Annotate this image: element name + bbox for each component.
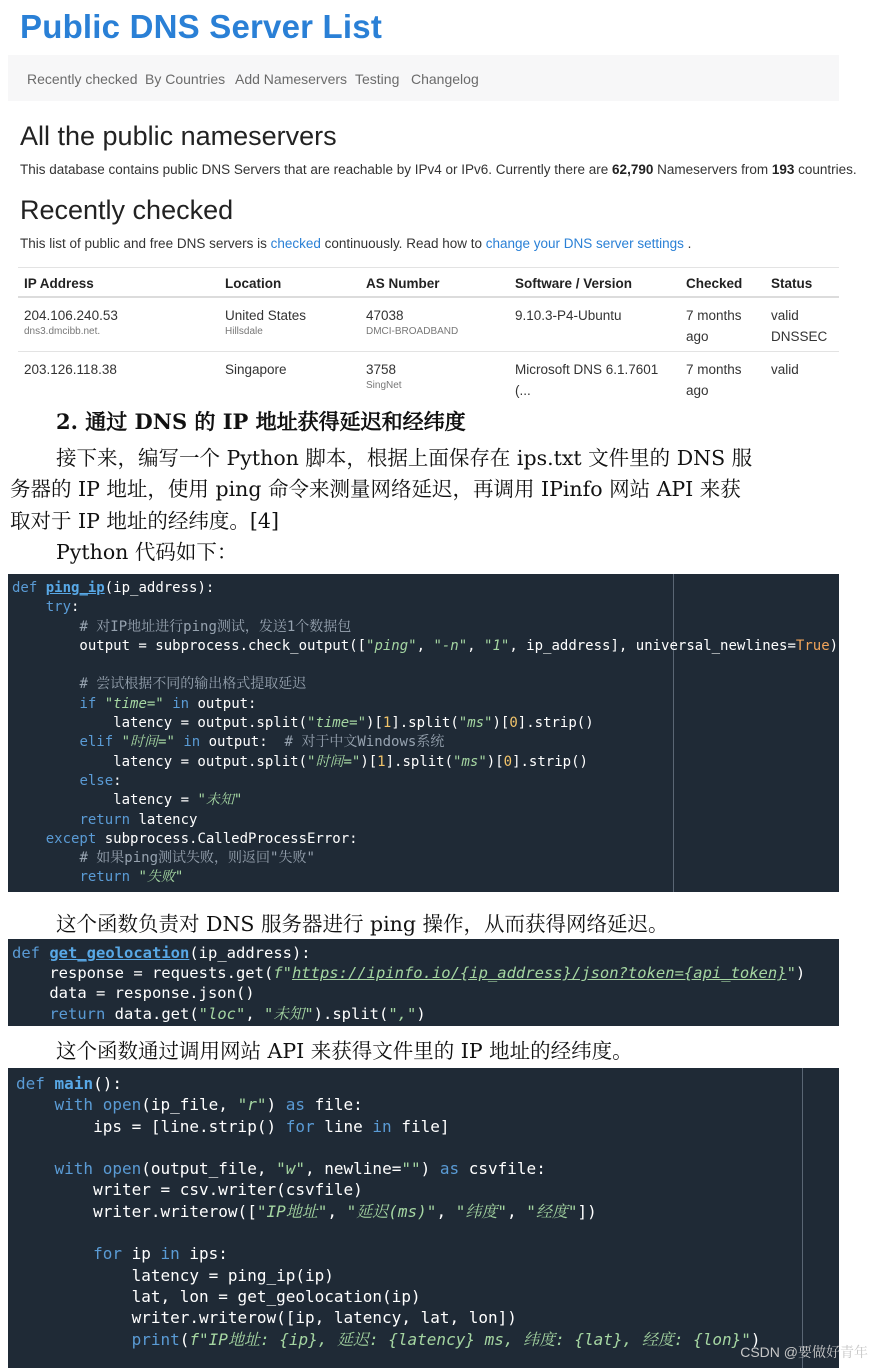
table-header-row (18, 268, 839, 298)
nav-recently-checked[interactable]: Recently checked (27, 71, 138, 87)
watermark: CSDN @要做好青年 (740, 1344, 868, 1360)
country[interactable]: Singapore (225, 362, 287, 377)
cell-as (360, 352, 509, 406)
code-block-main (8, 1068, 839, 1368)
heading-all-nameservers: All the public nameservers (20, 121, 337, 151)
nav-add-nameservers[interactable]: Add Nameservers (235, 71, 348, 87)
country[interactable]: United States (225, 308, 307, 323)
nameserver-count: 62,790 (612, 162, 654, 177)
cell-status: valid DNSSEC (765, 297, 839, 352)
ip-address[interactable]: 204.106.240.53 (24, 308, 118, 323)
nav-by-countries[interactable]: By Countries (145, 71, 226, 87)
column-header-ip: IP Address (18, 268, 219, 298)
code-text: def main(): with open(ip_file, "r") as file: ips = [line.strip() for line in file] with open(output_file, "w", newline="") as csvfile: writer = csv.writer(csvfile) writer.writerow(["IP地址", "延迟(ms)", "纬度", "经度"]) for ip in ips: latency = ping_ip(ip) lat, lon = get_geolocation(ip) writer.writerow([ip, latency, lat, lon]) print(f"IP地址: {ip}, 延迟: {latency} ms, 纬度: {lat}, 经度: {lon}") (16, 1074, 761, 1349)
section-heading: 2. 通过 DNS 的 IP 地址获得延迟和经纬度 (56, 409, 466, 434)
cell-checked: 7 months ago (686, 362, 742, 398)
code-text: def ping_ip(ip_address): try: # 对IP地址进行ping测试，发送1个数据包 output = subprocess.check_output(["ping", "-n", "1", ip_address], universal_newlines=True) # 尝试根据不同的输出格式提取延迟 if "time=" in output: latency = output.split("time=")[1].split("ms")[0].strip() elif "时间=" in output: # 对于中文Windows系统 latency = output.split("时间=")[1].split("ms")[0].strip() else: latency = "未知" return latency except subprocess.CalledProcessError: # 如果ping测试失败，则返回"失败" return "失败" (12, 580, 839, 886)
caption-geolocation: 这个函数通过调用网站 API 来获得文件里的 IP 地址的经纬度。 (56, 1039, 633, 1063)
nav-testing[interactable]: Testing (355, 71, 400, 87)
navbar (8, 55, 839, 101)
city: Hillsdale (225, 326, 263, 337)
dns-server-table (18, 267, 839, 405)
as-name: DMCI-BROADBAND (366, 326, 459, 337)
recent-description (20, 236, 691, 251)
cell-software: Microsoft DNS 6.1.7601 (... (515, 362, 659, 398)
caption-ping: 这个函数负责对 DNS 服务器进行 ping 操作，从而获得网络延迟。 (56, 912, 669, 936)
paragraph-line: 务器的 IP 地址，使用 ping 命令来测量网络延迟，再调用 IPinfo 网站 API 来获 (10, 477, 741, 501)
as-number[interactable]: 47038 (366, 308, 404, 323)
heading-recently-checked: Recently checked (20, 195, 234, 225)
cell-location (219, 352, 360, 406)
paragraph-line: 接下来，编写一个 Python 脚本，根据上面保存在 ips.txt 文件里的 DNS 服 (56, 446, 753, 470)
cell-ip (18, 352, 219, 406)
column-header-software: Software / Version (509, 268, 680, 298)
table-row (18, 352, 839, 406)
country-count: 193 (771, 162, 795, 177)
change-dns-settings-link[interactable]: change your DNS server settings (485, 236, 684, 251)
column-header-checked: Checked (680, 268, 765, 298)
desc-prefix: This database contains public DNS Servers that are reachable by IPv4 or IPv6. Currently there are (20, 162, 613, 177)
cell-location (219, 297, 360, 352)
desc-suffix: countries. (794, 162, 857, 177)
nav-changelog[interactable]: Changelog (411, 71, 479, 87)
column-header-location: Location (219, 268, 360, 298)
cell-checked: 7 months ago (680, 297, 765, 352)
cell-ip (18, 297, 219, 352)
desc-middle: Nameservers from (653, 162, 772, 177)
as-name: SingNet (366, 380, 402, 391)
recent-suffix: . (683, 236, 692, 251)
editor-ruler (802, 1068, 803, 1368)
as-number[interactable]: 3758 (366, 362, 397, 377)
recent-middle: continuously. Read how to (320, 236, 486, 251)
code-block-ping-ip (8, 574, 839, 892)
hostname: dns3.dmcibb.net. (24, 326, 101, 337)
site-title[interactable]: Public DNS Server List (20, 8, 383, 45)
cell-software: 9.10.3-P4-Ubuntu (509, 297, 680, 352)
column-header-as-number: AS Number (360, 268, 509, 298)
code-intro: Python 代码如下： (56, 540, 238, 564)
paragraph-line: 取对于 IP 地址的经纬度。[4] (10, 509, 279, 533)
cell-as (360, 297, 509, 352)
recent-prefix: This list of public and free DNS servers is (20, 236, 271, 251)
checked-link[interactable]: checked (270, 236, 321, 251)
ip-address[interactable]: 203.126.118.38 (24, 362, 117, 377)
cell-status: valid (771, 362, 799, 377)
column-header-status: Status (765, 268, 839, 298)
code-text: def get_geolocation(ip_address): response = requests.get(f"https://ipinfo.io/{ip_address}/json?token={api_token}") data = response.json() return data.get("loc", "未知").split(",") (12, 944, 806, 1023)
database-description (20, 162, 857, 177)
code-block-get-geolocation (8, 939, 839, 1026)
table-row (18, 297, 839, 352)
